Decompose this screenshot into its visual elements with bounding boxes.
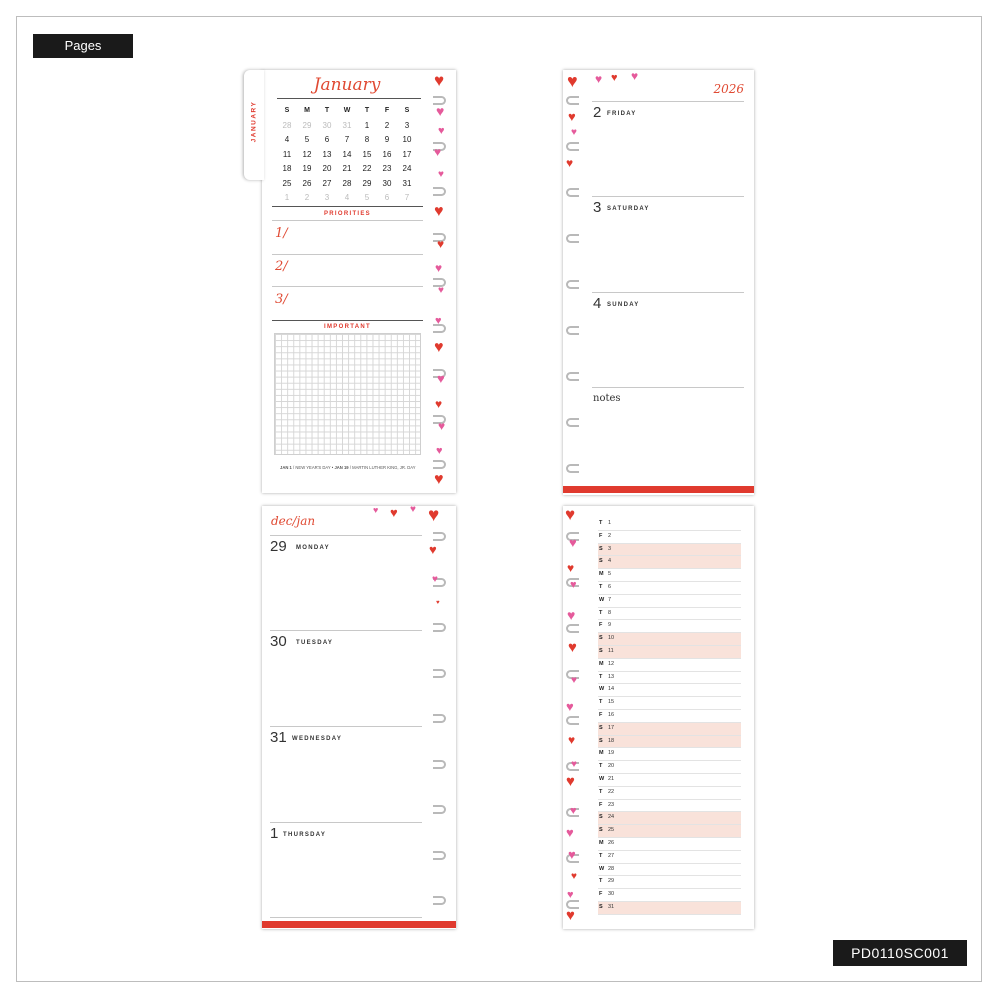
weekday-letter: F bbox=[599, 712, 603, 718]
weekday-letter: W bbox=[599, 686, 605, 693]
weekday-letter: S bbox=[599, 827, 603, 834]
calendar-day: 27 bbox=[322, 178, 332, 188]
weekday-header: T bbox=[364, 107, 370, 114]
calendar-day: 22 bbox=[362, 164, 372, 173]
weekday-letter: T bbox=[599, 763, 603, 770]
weekday-letter: F bbox=[599, 622, 603, 629]
heart-icon: ♥ bbox=[571, 127, 577, 138]
schedule-row bbox=[598, 556, 741, 569]
weekday-letter: F bbox=[599, 891, 603, 898]
schedule-row bbox=[598, 876, 741, 889]
heart-icon: ♥ bbox=[434, 203, 444, 220]
day-number: 29 bbox=[270, 538, 287, 555]
date-number: 4 bbox=[608, 558, 612, 565]
date-number: 23 bbox=[608, 801, 615, 808]
calendar-day: 9 bbox=[384, 135, 390, 144]
calendar-day: 29 bbox=[302, 120, 312, 130]
weekday-letter: M bbox=[599, 660, 604, 667]
binder-ring bbox=[433, 760, 446, 769]
schedule-row bbox=[598, 684, 741, 697]
date-number: 8 bbox=[608, 609, 612, 616]
notes-label: notes bbox=[593, 393, 621, 404]
schedule-row bbox=[598, 659, 741, 672]
heart-icon: ♥ bbox=[565, 505, 576, 524]
date-number: 10 bbox=[608, 635, 615, 642]
day-name: SATURDAY bbox=[607, 206, 650, 212]
date-number: 16 bbox=[608, 712, 615, 718]
weekday-letter: T bbox=[599, 584, 603, 590]
calendar-day: 21 bbox=[342, 164, 352, 173]
heart-icon: ♥ bbox=[436, 103, 445, 119]
heart-icon: ♥ bbox=[611, 72, 618, 84]
heart-icon: ♥ bbox=[631, 69, 639, 83]
calendar-day: 31 bbox=[402, 178, 412, 188]
calendar-day: 7 bbox=[404, 193, 410, 202]
schedule-row bbox=[598, 736, 741, 749]
heart-icon: ♥ bbox=[571, 675, 577, 686]
heart-icon: ♥ bbox=[566, 156, 574, 170]
heart-icon: ♥ bbox=[567, 889, 574, 901]
calendar-day: 8 bbox=[364, 135, 370, 144]
heart-icon: ♥ bbox=[438, 125, 445, 137]
calendar-day: 29 bbox=[362, 178, 372, 188]
heart-icon: ♥ bbox=[436, 600, 440, 606]
heart-icon: ♥ bbox=[568, 733, 576, 747]
holiday-1-date: JAN 1 bbox=[280, 465, 292, 470]
bottom-red-bar bbox=[262, 921, 456, 928]
heart-icon: ♥ bbox=[568, 639, 577, 656]
week-header: dec/jan bbox=[271, 514, 316, 528]
schedule-row bbox=[598, 851, 741, 864]
schedule-row bbox=[598, 633, 741, 646]
calendar-day: 30 bbox=[322, 120, 332, 130]
calendar-day: 1 bbox=[364, 120, 370, 130]
date-number: 24 bbox=[608, 814, 615, 821]
date-number: 15 bbox=[608, 699, 615, 706]
calendar-day: 4 bbox=[284, 135, 290, 144]
weekday-header: T bbox=[324, 107, 330, 114]
calendar-day: 1 bbox=[284, 193, 290, 202]
calendar-day: 6 bbox=[384, 193, 390, 202]
binder-ring bbox=[566, 280, 579, 289]
calendar-day: 23 bbox=[382, 164, 392, 173]
binder-ring bbox=[566, 716, 579, 725]
calendar-day: 6 bbox=[324, 135, 330, 144]
weekday-letter: T bbox=[599, 878, 603, 885]
schedule-row bbox=[598, 672, 741, 685]
binder-ring bbox=[433, 805, 446, 814]
weekday-letter: M bbox=[599, 571, 604, 578]
calendar-day: 13 bbox=[322, 149, 332, 159]
day-name: WEDNESDAY bbox=[292, 736, 343, 742]
weekday-letter: T bbox=[599, 852, 603, 859]
date-number: 11 bbox=[608, 648, 614, 654]
calendar-day: 30 bbox=[382, 178, 392, 188]
bottom-red-bar bbox=[563, 486, 754, 493]
heart-icon: ♥ bbox=[434, 71, 445, 90]
weekday-letter: S bbox=[599, 904, 603, 910]
important-label: IMPORTANT bbox=[324, 324, 371, 330]
heart-icon: ♥ bbox=[410, 504, 416, 515]
holiday-1-name: NEW YEAR'S DAY bbox=[295, 465, 331, 470]
calendar-day: 2 bbox=[384, 120, 390, 130]
heart-icon: ♥ bbox=[568, 847, 576, 862]
schedule-row bbox=[598, 710, 741, 723]
calendar-day: 17 bbox=[402, 149, 412, 159]
binder-ring bbox=[566, 464, 579, 473]
date-number: 25 bbox=[608, 827, 615, 834]
date-number: 28 bbox=[608, 865, 615, 872]
date-number: 31 bbox=[608, 904, 615, 910]
calendar-week-row bbox=[277, 162, 417, 177]
heart-icon: ♥ bbox=[570, 805, 577, 817]
binder-ring bbox=[433, 623, 446, 632]
weekday-letter: M bbox=[599, 840, 604, 846]
date-number: 9 bbox=[608, 622, 612, 629]
sku-label: PD0110SC001 bbox=[833, 940, 967, 966]
heart-icon: ♥ bbox=[373, 505, 379, 515]
weekday-letter: S bbox=[599, 737, 603, 744]
schedule-row bbox=[598, 620, 741, 633]
binder-ring bbox=[433, 669, 446, 678]
weekday-letter: S bbox=[599, 558, 603, 565]
heart-icon: ♥ bbox=[436, 445, 443, 457]
heart-icon: ♥ bbox=[569, 535, 577, 550]
day-number: 31 bbox=[270, 729, 287, 746]
heart-icon: ♥ bbox=[435, 397, 443, 411]
weekday-header: W bbox=[343, 107, 351, 114]
heart-icon: ♥ bbox=[566, 699, 574, 714]
schedule-row bbox=[598, 723, 741, 736]
day-number: 1 bbox=[270, 825, 279, 842]
weekday-letter: S bbox=[599, 648, 603, 654]
priority-1-number: 1/ bbox=[275, 226, 288, 241]
calendar-day: 5 bbox=[364, 193, 370, 202]
schedule-row bbox=[598, 838, 741, 851]
date-number: 14 bbox=[608, 686, 615, 693]
calendar-day: 15 bbox=[362, 149, 372, 159]
day-number: 2 bbox=[593, 104, 602, 121]
heart-icon: ♥ bbox=[595, 72, 603, 86]
date-number: 2 bbox=[608, 532, 612, 539]
calendar-day: 14 bbox=[342, 149, 352, 159]
weekday-letter: M bbox=[599, 750, 604, 757]
schedule-row bbox=[598, 800, 741, 813]
schedule-row bbox=[598, 595, 741, 608]
binder-ring bbox=[566, 372, 579, 381]
calendar-day: 3 bbox=[324, 193, 330, 202]
binder-ring bbox=[566, 142, 579, 151]
calendar-day: 20 bbox=[322, 164, 332, 173]
heart-icon: ♥ bbox=[567, 71, 578, 91]
heart-icon: ♥ bbox=[570, 579, 577, 591]
calendar-day: 31 bbox=[342, 120, 352, 130]
schedule-row bbox=[598, 748, 741, 761]
important-grid bbox=[274, 333, 421, 455]
weekday-letter: W bbox=[599, 865, 605, 872]
calendar-day: 10 bbox=[402, 135, 412, 144]
heart-icon: ♥ bbox=[428, 505, 440, 526]
binder-ring bbox=[433, 851, 446, 860]
weekday-letter: T bbox=[599, 699, 603, 706]
month-title: January bbox=[313, 75, 381, 95]
calendar-day: 18 bbox=[282, 164, 292, 173]
day-name: MONDAY bbox=[296, 545, 330, 551]
binder-ring bbox=[433, 714, 446, 723]
heart-icon: ♥ bbox=[571, 871, 577, 882]
heart-icon: ♥ bbox=[390, 505, 398, 520]
weekday-header: F bbox=[384, 107, 390, 114]
binder-ring bbox=[566, 624, 579, 633]
date-number: 12 bbox=[608, 660, 615, 667]
calendar-day: 16 bbox=[382, 149, 392, 159]
day-name: FRIDAY bbox=[607, 111, 637, 117]
weekday-letter: S bbox=[599, 635, 603, 642]
date-number: 17 bbox=[608, 724, 615, 731]
priority-3-number: 3/ bbox=[275, 292, 288, 307]
weekday-letter: W bbox=[599, 596, 605, 603]
heart-icon: ♥ bbox=[435, 315, 442, 327]
calendar-day: 12 bbox=[302, 149, 312, 159]
schedule-row bbox=[598, 608, 741, 621]
weekday-letter: T bbox=[599, 673, 603, 680]
day-number: 4 bbox=[593, 295, 602, 312]
heart-icon: ♥ bbox=[567, 561, 575, 575]
date-number: 22 bbox=[608, 788, 615, 795]
weekday-letter: T bbox=[599, 609, 603, 616]
heart-icon: ♥ bbox=[438, 419, 446, 433]
holiday-2-date: JAN 19 bbox=[334, 465, 349, 470]
schedule-row bbox=[598, 889, 741, 902]
priorities-label: PRIORITIES bbox=[323, 211, 371, 217]
calendar-day: 2 bbox=[304, 193, 310, 202]
heart-icon: ♥ bbox=[568, 109, 576, 124]
heart-icon: ♥ bbox=[438, 169, 444, 180]
calendar-week-row bbox=[277, 133, 417, 148]
weekday-letter: W bbox=[599, 776, 605, 782]
weekday-letter: F bbox=[599, 801, 603, 808]
date-number: 3 bbox=[608, 545, 612, 552]
calendar-day: 19 bbox=[302, 164, 312, 173]
schedule-row bbox=[598, 812, 741, 825]
schedule-row bbox=[598, 646, 741, 659]
weekday-letter: S bbox=[599, 724, 603, 731]
binder-ring bbox=[566, 96, 579, 105]
schedule-row bbox=[598, 825, 741, 838]
priority-2-number: 2/ bbox=[275, 259, 288, 274]
schedule-row bbox=[598, 531, 741, 544]
day-number: 30 bbox=[270, 633, 287, 650]
date-number: 18 bbox=[608, 737, 615, 744]
calendar-week-row bbox=[277, 191, 417, 206]
heart-icon: ♥ bbox=[429, 542, 437, 557]
schedule-row bbox=[598, 697, 741, 710]
day-name: SUNDAY bbox=[607, 302, 640, 308]
day-number: 3 bbox=[593, 199, 602, 216]
heart-icon: ♥ bbox=[437, 237, 445, 251]
binder-ring bbox=[566, 418, 579, 427]
heart-icon: ♥ bbox=[566, 825, 574, 840]
schedule-row bbox=[598, 582, 741, 595]
heart-icon: ♥ bbox=[566, 907, 575, 924]
binder-ring bbox=[566, 326, 579, 335]
weekday-letter: S bbox=[599, 814, 603, 821]
calendar-day: 26 bbox=[302, 178, 312, 188]
calendar-week-row bbox=[277, 148, 417, 163]
date-number: 6 bbox=[608, 584, 612, 590]
binder-ring bbox=[566, 234, 579, 243]
heart-icon: ♥ bbox=[438, 285, 444, 296]
heart-icon: ♥ bbox=[434, 145, 442, 159]
schedule-row bbox=[598, 787, 741, 800]
year-label: 2026 bbox=[713, 82, 744, 96]
heart-icon: ♥ bbox=[434, 339, 444, 356]
binder-ring bbox=[433, 896, 446, 905]
calendar-day: 7 bbox=[344, 135, 350, 144]
date-number: 30 bbox=[608, 891, 615, 898]
date-number: 20 bbox=[608, 763, 615, 770]
schedule-row bbox=[598, 774, 741, 787]
weekday-header: S bbox=[404, 107, 410, 114]
holiday-2-name: MARTIN LUTHER KING, JR. DAY bbox=[352, 465, 416, 470]
pages-label: Pages bbox=[33, 34, 133, 58]
calendar-day: 11 bbox=[282, 149, 292, 159]
calendar-day: 28 bbox=[342, 178, 352, 188]
schedule-row bbox=[598, 518, 741, 531]
month-tab-label: JANUARY bbox=[250, 100, 258, 143]
date-number: 26 bbox=[608, 840, 615, 846]
weekday-header: M bbox=[304, 107, 310, 114]
weekday-letter: F bbox=[599, 532, 603, 539]
weekday-letter: S bbox=[599, 545, 603, 552]
date-number: 7 bbox=[608, 596, 612, 603]
date-number: 21 bbox=[608, 776, 615, 782]
date-number: 13 bbox=[608, 673, 615, 680]
schedule-row bbox=[598, 902, 741, 915]
calendar-day: 28 bbox=[282, 120, 292, 130]
calendar-day: 24 bbox=[402, 164, 412, 173]
schedule-row bbox=[598, 761, 741, 774]
date-number: 27 bbox=[608, 852, 615, 859]
heart-icon: ♥ bbox=[434, 471, 444, 488]
date-number: 1 bbox=[608, 520, 612, 526]
schedule-row bbox=[598, 544, 741, 557]
calendar-week-row bbox=[277, 177, 417, 192]
binder-ring bbox=[433, 460, 446, 469]
binder-ring bbox=[566, 188, 579, 197]
date-number: 29 bbox=[608, 878, 615, 885]
calendar-day: 3 bbox=[404, 120, 410, 130]
heart-icon: ♥ bbox=[432, 574, 438, 585]
date-number: 19 bbox=[608, 750, 615, 757]
image-frame bbox=[16, 16, 982, 982]
month-calendar bbox=[277, 104, 417, 206]
binder-ring bbox=[433, 187, 446, 196]
calendar-day: 4 bbox=[344, 193, 350, 202]
heart-icon: ♥ bbox=[435, 261, 443, 275]
heart-icon: ♥ bbox=[437, 371, 445, 386]
schedule-row bbox=[598, 864, 741, 877]
weekday-letter: T bbox=[599, 788, 603, 795]
schedule-row bbox=[598, 569, 741, 582]
heart-icon: ♥ bbox=[571, 759, 577, 770]
calendar-day: 25 bbox=[282, 178, 292, 188]
calendar-day: 5 bbox=[304, 135, 310, 144]
weekday-header: S bbox=[284, 107, 290, 114]
weekday-letter: T bbox=[599, 520, 603, 526]
day-name: TUESDAY bbox=[296, 640, 334, 646]
date-number: 5 bbox=[608, 571, 612, 578]
heart-icon: ♥ bbox=[567, 607, 576, 623]
day-name: THURSDAY bbox=[283, 832, 327, 838]
holidays-footer: JAN 1 / NEW YEAR'S DAY • JAN 19 / MARTIN LUTHER KING, JR. DAY bbox=[280, 465, 416, 470]
heart-icon: ♥ bbox=[566, 773, 575, 790]
binder-ring bbox=[433, 532, 446, 541]
calendar-week-row bbox=[277, 119, 417, 134]
